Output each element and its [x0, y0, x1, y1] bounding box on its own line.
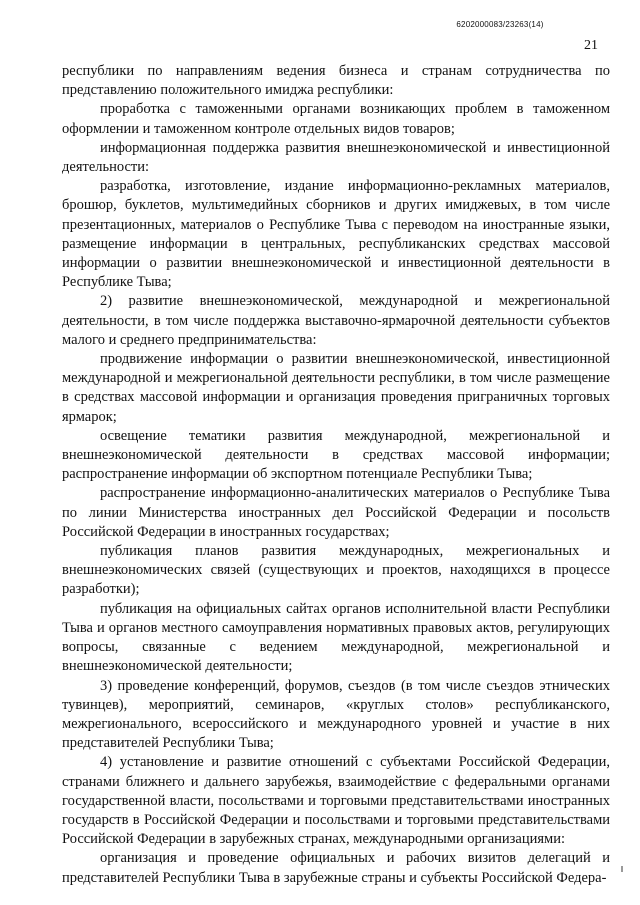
paragraph: распространение информационно-аналитических материалов о Республике Тыва по линии Министерства иностранных дел Российской Федерации и посольств Российской Федерации в иностранных государствах;	[62, 485, 610, 540]
document-body	[62, 62, 610, 888]
paragraph: разработка, изготовление, издание информационно-рекламных материалов, брошюр, буклетов, мультимедийных сборников и других имиджевых, в том числе презентационных, материалов о Республике Тыва с переводом на иностранные языки, размещение информации в центральных, республиканских средствах массовой информации о развитии внешнеэкономической и инвестиционной деятельности в Республике Тыва;	[62, 178, 610, 291]
paragraph: публикация на официальных сайтах органов исполнительной власти Республики Тыва и органов местного самоуправления нормативных правовых актов, регулирующих вопросы, связанные с ведением международной, межрегиональной и внешнеэкономической деятельности;	[62, 600, 610, 675]
paragraph: 2) развитие внешнеэкономической, международной и межрегиональной деятельности, в том числе поддержка выставочно-ярмарочной деятельности субъектов малого и среднего предпринимательства:	[62, 293, 610, 348]
paragraph: продвижение информации о развитии внешнеэкономической, инвестиционной международной и межрегиональной деятельности республики, в том числе размещение в средствах массовой информации и организация проведения приграничных торговых ярмарок;	[62, 351, 610, 425]
paragraph: проработка с таможенными органами возникающих проблем в таможенном оформлении и таможенном контроле отдельных видов товаров;	[62, 101, 610, 137]
paragraph: освещение тематики развития международной, межрегиональной и внешнеэкономической деятельности в средствах массовой информации; распространение информации об экспортном потенциале Республики Тыва;	[62, 427, 610, 483]
document-code: 6202000083/23263(14)	[456, 20, 544, 29]
paragraph: информационная поддержка развития внешнеэкономической и инвестиционной деятельности:	[62, 139, 610, 176]
paragraph: республики по направлениям ведения бизнеса и странам сотрудничества по представлению положительного имиджа республики:	[62, 63, 610, 99]
paragraph: 4) установление и развитие отношений с субъектами Российской Федерации, странами ближнего и дальнего зарубежья, взаимодействие с федеральными органами государственной власти, посольствами и торговыми представительствами иностранных государств в Российской Федерации и посольствами и торговыми представительствами Российской Федерации в зарубежных странах, международными организациями:	[62, 754, 610, 848]
paragraph: 3) проведение конференций, форумов, съездов (в том числе съездов этнических тувинцев), мероприятий, семинаров, «круглых столов» республиканского, межрегионального, всероссийского и международного уровней и участие в них представителей Республики Тыва;	[62, 677, 610, 752]
scan-margin-mark	[621, 866, 623, 872]
page-number: 21	[584, 38, 598, 53]
paragraph: публикация планов развития международных, межрегиональных и внешнеэкономических связей (существующих и проектов, находящихся в процессе разработки);	[62, 543, 610, 598]
paragraph: организация и проведение официальных и рабочих визитов делегаций и представителей Республики Тыва в зарубежные страны и субъекты Российской Федера-	[62, 850, 610, 886]
